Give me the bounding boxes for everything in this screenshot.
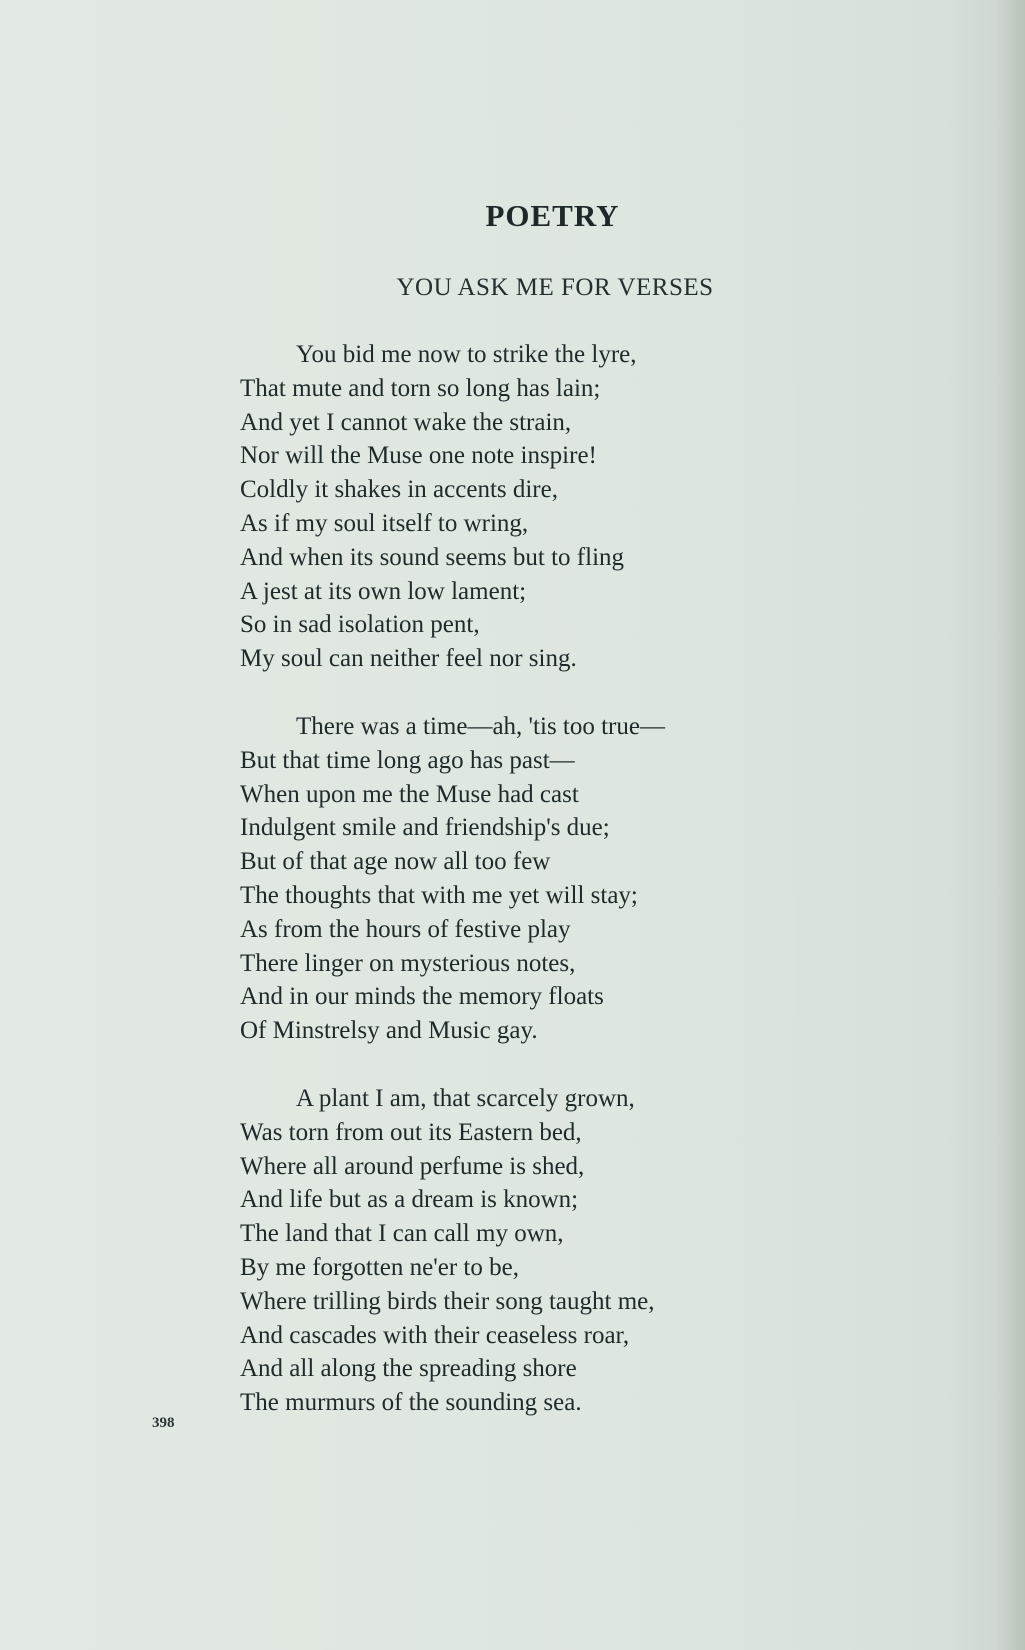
poem-line: Coldly it shakes in accents dire, [240,476,558,504]
stanza-2 [240,710,780,1048]
poem-line: A jest at its own low lament; [240,577,527,605]
poem-line: The land that I can call my own, [240,1220,564,1248]
poem-line: And all along the spreading shore [240,1355,577,1383]
page-gutter-shadow [997,0,1025,1650]
poem-line: My soul can neither feel nor sing. [240,645,577,673]
poem-line: And cascades with their ceaseless roar, [240,1321,630,1349]
poem-line: And when its sound seems but to fling [240,543,625,571]
poem-line: By me forgotten ne'er to be, [240,1253,519,1281]
poem-title: YOU ASK ME FOR VERSES [396,274,714,301]
poem-line: As if my soul itself to wring, [240,509,529,537]
poem-line: That mute and torn so long has lain; [240,374,601,402]
stanza-1 [240,338,780,676]
section-title: POETRY [485,198,620,233]
poem-line: Nor will the Muse one note inspire! [240,442,597,470]
poem-line: Indulgent smile and friendship's due; [240,814,610,842]
poem-line: And yet I cannot wake the strain, [240,408,572,436]
poem-line: A plant I am, that scarcely grown, [296,1085,635,1112]
poem-line: Where all around perfume is shed, [240,1152,585,1180]
poem-line: And in our minds the memory floats [240,983,604,1011]
poem-line: But of that age now all too few [240,848,551,876]
poem-line: The murmurs of the sounding sea. [240,1389,582,1417]
poem-line: And life but as a dream is known; [240,1186,579,1214]
poem-line: There linger on mysterious notes, [240,949,576,977]
page-number: 398 [152,1415,175,1431]
poem-line: There was a time—ah, 'tis too true— [296,713,665,740]
poem-line: You bid me now to strike the lyre, [296,341,637,368]
poem-line: But that time long ago has past— [240,746,575,774]
poem-line: When upon me the Muse had cast [240,780,579,808]
poem-line: As from the hours of festive play [240,915,571,943]
stanza-3 [240,1082,780,1420]
poem-line: The thoughts that with me yet will stay; [240,881,638,909]
poem-line: So in sad isolation pent, [240,611,480,639]
poem-line: Where trilling birds their song taught me, [240,1287,655,1315]
poem-line: Of Minstrelsy and Music gay. [240,1017,538,1045]
poem-line: Was torn from out its Eastern bed, [240,1118,582,1146]
